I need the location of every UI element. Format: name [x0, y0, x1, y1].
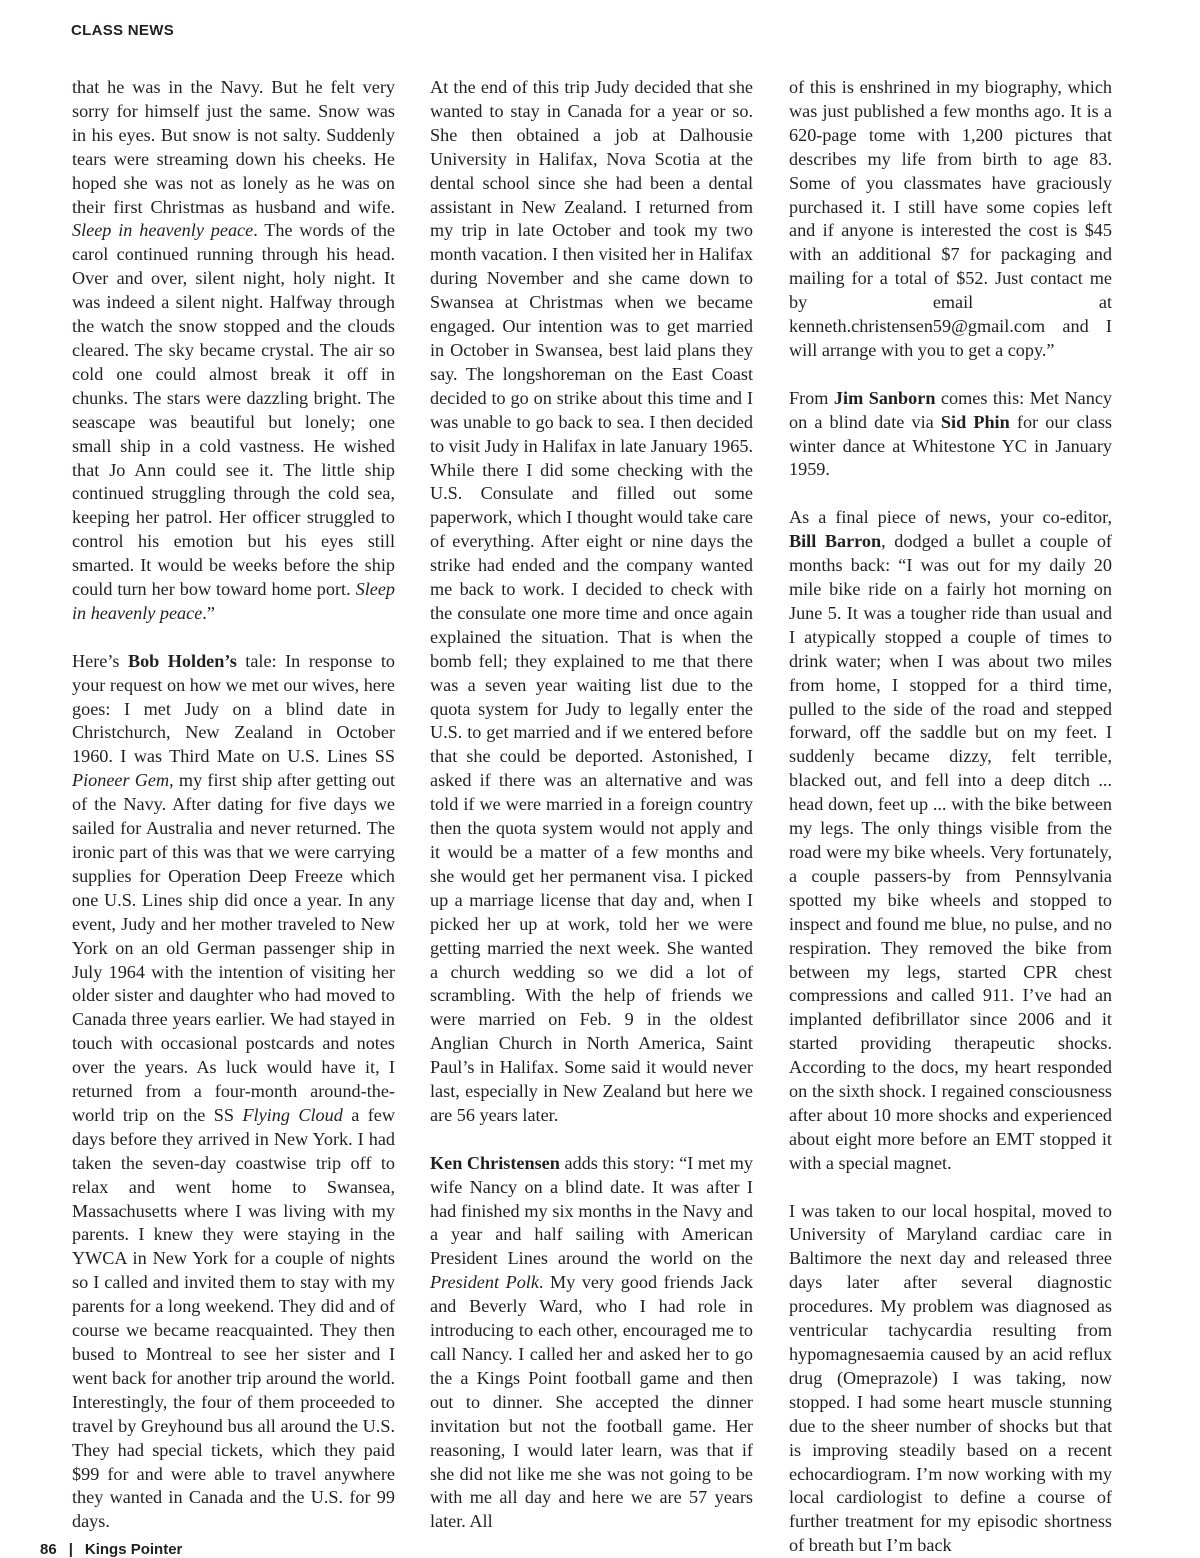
article-column-2	[430, 76, 754, 1532]
text-run: , dodged a bullet a couple of months back: “I was out for my daily 20 mile bike ride on a fairly hot morning on June 5. It was a tougher ride than usual and I atypically stopped a couple of times to drink water; when I was about two miles from home, I stopped for a third time, pulled to the side of the road and stepped forward, off the saddle but on my feet. I suddenly became dizzy, felt terrible, blacked out, and fell into a deep ditch ... head down, feet up ... with the bike between my legs. The only things visible from the road were my bike wheels. Very fortunately, a couple passers-by from Pennsylvania spotted my bike wheels and stopped to inspect and found me blue, no pulse, and no respiration. They removed the bike from between my legs, started CPR chest compressions and called 911. I’ve had an implanted defibrillator since 2006 and it started providing therapeutic shocks. According to the docs, my heart responded on the sixth shock. I regained consciousness after about 10 more shocks and experienced about eight more before an EMT stopped it with a special magnet.	[789, 531, 1112, 1173]
section-header: CLASS NEWS	[71, 22, 175, 39]
paragraph	[430, 1152, 753, 1535]
paragraph	[789, 506, 1112, 1175]
italic-text: Sleep in heavenly peace	[72, 579, 395, 623]
text-run: .”	[202, 602, 215, 623]
article-column-3	[789, 76, 1112, 1556]
text-run: From	[789, 387, 834, 408]
paragraph	[789, 76, 1112, 363]
text-run: adds this story: “I met my wife Nancy on a blind date. It was after I had finished my six months in the Navy and a year and half sailing with American President Lines around the world on the	[430, 1152, 754, 1269]
italic-text: President Polk	[430, 1272, 539, 1293]
paragraph	[430, 76, 753, 1128]
text-run: of this is enshrined in my biography, which was just published a few months ago. It is a 620-page tome with 1,200 pictures that describes my life from birth to age 83. Some of you classmates have graciously purchased it. I still have some copies left and if anyone is interested the cost is $45 with an additional $7 for packaging and mailing for a total of $52. Just contact me by email at kenneth.christensen59@gmail.com and I will arrange with you to get a copy.”	[789, 77, 1112, 360]
name-highlight: Ken Christensen	[430, 1152, 560, 1173]
text-run: , my first ship after getting out of the Navy. After dating for five days we sailed for Australia and never returned. The ironic part of this was that we were carrying supplies for Operation Deep Freeze which one U.S. Lines ship did once a year. In any event, Judy and her mother traveled to New York on an old German passenger ship in July 1964 with the intention of visiting her older sister and daughter who had moved to Canada three years earlier. We had stayed in touch with occasional postcards and notes over the years. As luck would have it, I returned from a four-month around-the-world trip on the SS	[72, 770, 396, 1125]
text-run: At the end of this trip Judy decided that she wanted to stay in Canada for a year or so. She then obtained a job at Dalhousie University in Halifax, Nova Scotia at the dental school since she had been a dental assistant in New Zealand. I returned from my trip in late October and took my two month vacation. I then visited her in Halifax during November and she came down to Swansea at Christmas when we became engaged. Our intention was to get married in October in Swansea, best laid plans they say. The longshoreman on the East Coast decided to go on strike about this time and I was unable to go back to sea. I then decided to visit Judy in Halifax in late January 1965. While there I did some checking with the U.S. Consulate and filled out some paperwork, which I thought would take care of everything. After eight or nine days the strike had ended and the company wanted me back to work. I decided to check with the consulate one more time and once again explained the situation. That is when the bomb fell; they explained to me that there was a seven year waiting list due to the quota system for Judy to legally enter the U.S. to get married and if we entered before that she could be deported. Astonished, I asked if there was an alternative and was told if we were married in a foreign country then the quota system would not apply and it would be a matter of a few months and she would get her permanent visa. I picked up a marriage license that day and, when I picked her up at work, told her we were getting married the next week. She wanted a church wedding so we did a lot of scrambling. With the help of friends we were married on Feb. 9 in the oldest Anglian Church in North America, Saint Paul’s in Halifax. Some said it would never last, especially in New Zealand but here we are 56 years later.	[430, 77, 753, 1125]
text-run: a few days before they arrived in New York. I had taken the seven-day coastwise trip off to relax and went home to Swansea, Massachusetts where I was living with my parents. I knew they were staying in the YWCA in New York for a couple of nights so I called and invited them to stay with my parents for a long weekend. They did and of course we became reacquainted. They then bused to Montreal to see her sister and I went back for another trip around the world. Interestingly, the four of them proceeded to travel by Greyhound bus all around the U.S. They had special tickets, which they paid $99 for and were able to travel anywhere they wanted in Canada and the U.S. for 99 days.	[72, 1104, 395, 1532]
name-highlight: Bill Barron	[789, 531, 882, 552]
paragraph	[789, 387, 1112, 483]
name-highlight: Jim Sanborn	[833, 387, 936, 408]
italic-text: Sleep in heavenly peace	[72, 220, 254, 241]
publication-name: Kings Pointer	[84, 1541, 183, 1558]
text-run: tale: In response to your request on how we met our wives, here goes: I met Judy on a blind date in Christchurch, New Zealand in October 1960. I was Third Mate on U.S. Lines SS	[72, 650, 395, 767]
text-run: for our class winter dance at Whitestone YC in January 1959.	[789, 411, 1112, 480]
name-highlight: Sid Phin	[940, 411, 1010, 432]
name-highlight: Bob Holden’s	[127, 650, 237, 671]
page-number: 86	[40, 1541, 57, 1558]
text-run: I was taken to our local hospital, moved to University of Maryland cardiac care in Baltimore the next day and released three days later after several diagnostic procedures. My problem was diagnosed as ventricular tachycardia resulting from hypomagnesaemia caused by an acid reflux drug (Omeprazole) I was taking, now stopped. I had some heart muscle stunning due to the sheer number of shocks but that is improving steadily based on a recent echocardiogram. I’m now working with my local cardiologist to define a course of further treatment for my episodic shortness of breath but I’m back	[789, 1200, 1112, 1556]
italic-text: Flying Cloud	[242, 1104, 343, 1125]
paragraph	[72, 650, 395, 1535]
page-footer	[40, 1541, 182, 1558]
text-run: comes this: Met Nancy on a blind date via	[789, 387, 1112, 432]
text-run: As a final piece of news, your co-editor,	[789, 507, 1112, 528]
text-run: . The words of the carol continued running through his head. Over and over, silent night, holy night. It was indeed a silent night. Halfway through the watch the snow stopped and the clouds cleared. The sky became crystal. The air so cold one could almost break it off in chunks. The stars were dazzling bright. The seascape was beautiful but lonely; one small ship in a cold vastness. He wished that Jo Ann could see it. The little ship continued struggling through the cold sea, keeping her patrol. Her officer struggled to control his emotion but his eyes still smarted. It would be weeks before the ship could turn her bow toward home port.	[72, 220, 395, 600]
italic-text: Pioneer Gem	[72, 770, 170, 791]
text-run: Here’s	[72, 650, 128, 671]
text-run: . My very good friends Jack and Beverly Ward, who I had role in introducing to each other, encouraged me to call Nancy. I called her and asked her to go the a Kings Point football game and then out to dinner. She accepted the dinner invitation but not the football game. Her reasoning, I would later learn, was that if she did not like me she was not going to be with me all day and here we are 57 years later. All	[430, 1272, 754, 1532]
text-run: that he was in the Navy. But he felt very sorry for himself just the same. Snow was in his eyes. But snow is not salty. Suddenly tears were streaming down his cheeks. He hoped she was not as lonely as he was on their first Christmas as husband and wife.	[72, 77, 395, 217]
paragraph	[789, 1200, 1112, 1558]
footer-separator: |	[68, 1541, 73, 1558]
article-column-1	[72, 76, 396, 1532]
paragraph	[72, 76, 395, 626]
